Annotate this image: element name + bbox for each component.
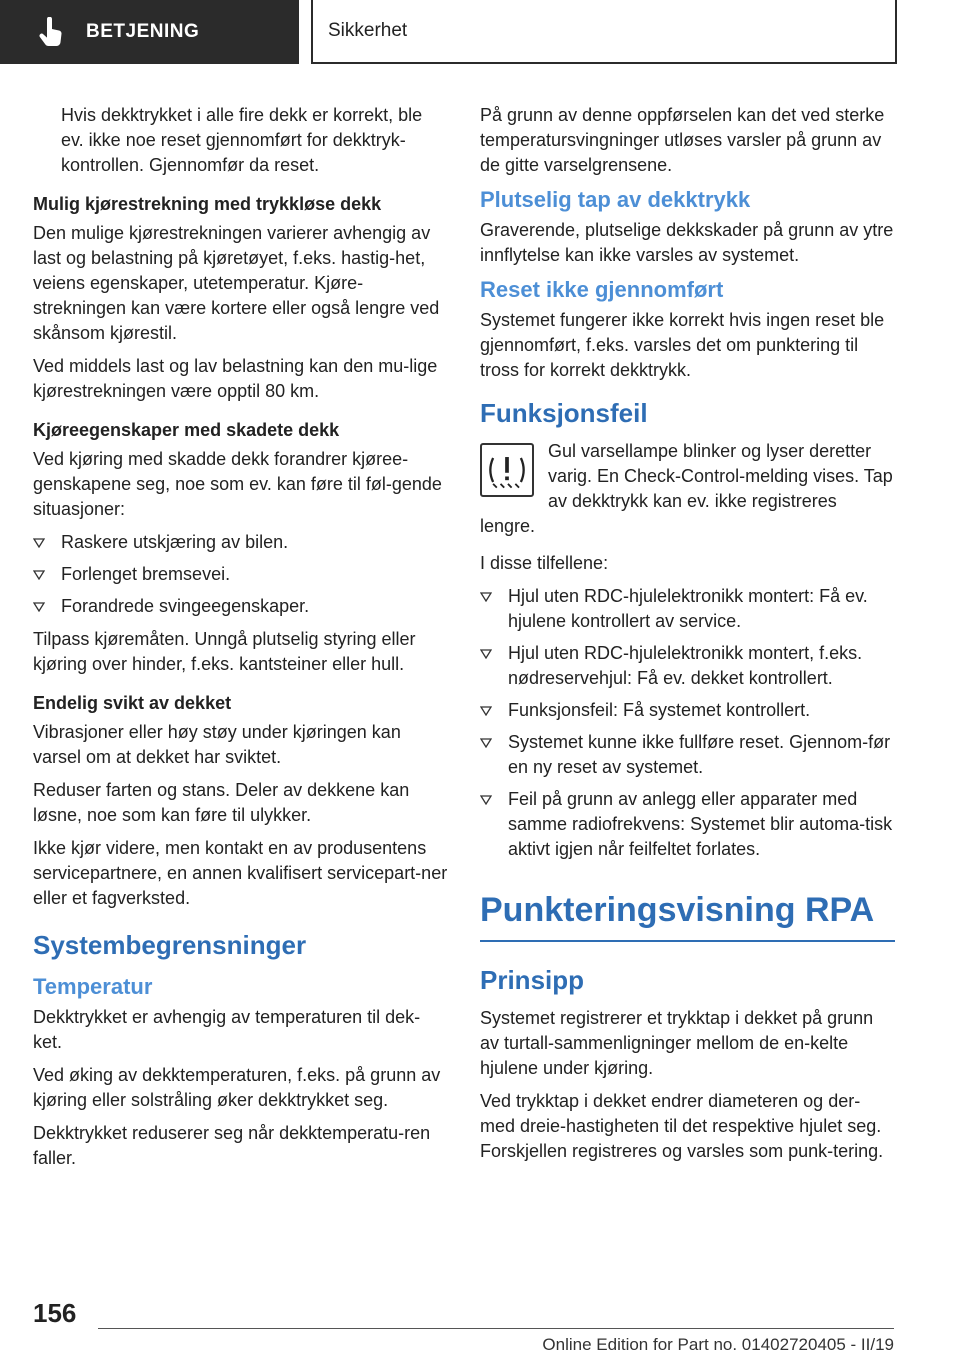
list-item-text: Forlenget bremsevei. [61, 564, 231, 584]
triangle-bullet-icon [480, 649, 492, 659]
paragraph: På grunn av denne oppførselen kan det ved sterke temperatursvingninger utløses varsler på grunn av de gitte varselgrensene. [480, 105, 885, 175]
list-item-text: Raskere utskjæring av bilen. [61, 532, 289, 552]
heading-temperature: Temperatur [33, 974, 153, 999]
chapter-title: Sikkerhet [328, 20, 408, 41]
paragraph: Vibrasjoner eller høy støy under kjøringen kan varsel om at dekket har sviktet. [33, 722, 401, 767]
section-tab-label: BETJENING [86, 21, 200, 42]
paragraph: Systemet registrerer et trykktap i dekket på grunn av turtall-sammenligninger mellom de en-kelte hjulene under kjøring. [480, 1008, 874, 1078]
bullet-list [480, 584, 895, 862]
heading-system-limits: Systembegrensninger [33, 930, 307, 960]
subheading-handling: Kjøreegenskaper med skadete dekk [33, 420, 340, 440]
heading-reset-not-done: Reset ikke gjennomført [480, 277, 724, 302]
list-item [480, 698, 895, 723]
heading-principle: Prinsipp [480, 965, 585, 995]
warning-text: Gul varsellampe blinker og lyser deretter varig. En Check-Control-melding vises. Tap av dekktrykk kan ev. ikke registreres lengre. [480, 441, 893, 536]
tire-pressure-warning-icon [480, 443, 534, 497]
intro-paragraph: Hvis dekktrykket i alle fire dekk er korrekt, ble ev. ikke noe reset gjennomført for dekktryk-kontrollen. Gjennomfør da reset. [61, 105, 423, 175]
paragraph: Ved middels last og lav belastning kan den mu-lige kjørestrekningen være opptil 80 km. [33, 356, 438, 401]
paragraph: Den mulige kjørestrekningen varierer avhengig av last og belastning på kjøretøyet, f.eks. hastig-het, veiens egenskaper, utetemperatur. Kjøre-strekningen kan være kortere eller også lengre ved skånsom kjørestil. [33, 223, 440, 343]
bullet-list [33, 530, 448, 619]
list-item-text: Forandrede svingeegenskaper. [61, 596, 310, 616]
subheading-range: Mulig kjørestrekning med trykkløse dekk [33, 194, 382, 214]
list-item [33, 562, 448, 587]
triangle-bullet-icon [480, 738, 492, 748]
right-column [480, 103, 895, 1172]
chapter-header [311, 0, 897, 64]
list-item [480, 787, 895, 862]
warning-block [480, 439, 895, 539]
hand-pointer-icon [38, 17, 64, 47]
paragraph: I disse tilfellene: [480, 553, 609, 573]
list-item [480, 641, 895, 691]
triangle-bullet-icon [480, 795, 492, 805]
edition-text: Online Edition for Part no. 01402720405 - II/19 [542, 1335, 894, 1354]
paragraph: Ikke kjør videre, men kontakt en av produsentens servicepartnere, en annen kvalifisert servicepart-ner eller et fagverksted. [33, 838, 448, 908]
list-item [480, 584, 895, 634]
list-item-text: Feil på grunn av anlegg eller apparater med samme radiofrekvens: Systemet blir automa-tisk aktivt igjen når feilfeltet forlates. [508, 789, 893, 859]
paragraph: Graverende, plutselige dekkskader på grunn av ytre innflytelse kan ikke varsles av systemet. [480, 220, 894, 265]
list-item [33, 530, 448, 555]
subheading-failure: Endelig svikt av dekket [33, 693, 232, 713]
list-item-text: Funksjonsfeil: Få systemet kontrollert. [508, 700, 811, 720]
triangle-bullet-icon [33, 538, 45, 548]
paragraph: Ved trykktap i dekket endrer diameteren og der-med dreie-hastigheten til det respektive hjulet seg. Forskjellen registreres og varsles som punk-tering. [480, 1091, 884, 1161]
section-tab [0, 0, 299, 64]
list-item [480, 730, 895, 780]
left-column [33, 103, 448, 1179]
triangle-bullet-icon [480, 706, 492, 716]
heading-puncture-display-rpa: Punkteringsvisning RPA [480, 888, 895, 942]
paragraph: Dekktrykket er avhengig av temperaturen til dek-ket. [33, 1007, 421, 1052]
triangle-bullet-icon [33, 570, 45, 580]
heading-malfunction: Funksjonsfeil [480, 398, 648, 428]
paragraph: Ved øking av dekktemperaturen, f.eks. på grunn av kjøring eller solstråling øker dekktrykket seg. [33, 1065, 441, 1110]
triangle-bullet-icon [480, 592, 492, 602]
paragraph: Tilpass kjøremåten. Unngå plutselig styring eller kjøring over hinder, f.eks. kantsteiner eller hull. [33, 629, 416, 674]
footer-divider [98, 1328, 894, 1329]
list-item-text: Hjul uten RDC-hjulelektronikk montert, f.eks. nødreservehjul: Få ev. dekket kontrollert. [508, 643, 863, 688]
triangle-bullet-icon [33, 602, 45, 612]
paragraph: Ved kjøring med skadde dekk forandrer kjøree-genskapene seg, noe som ev. kan føre til føl-gende situasjoner: [33, 449, 442, 519]
page-number: 156 [33, 1298, 77, 1328]
list-item-text: Hjul uten RDC-hjulelektronikk montert: Få ev. hjulene kontrollert av service. [508, 586, 868, 631]
list-item [33, 594, 448, 619]
list-item-text: Systemet kunne ikke fullføre reset. Gjennom-før en ny reset av systemet. [508, 732, 891, 777]
paragraph: Dekktrykket reduserer seg når dekktemperatu-ren faller. [33, 1123, 431, 1168]
paragraph: Systemet fungerer ikke korrekt hvis ingen reset ble gjennomført, f.eks. varsles det om punktering til tross for korrekt dekktrykk. [480, 310, 885, 380]
paragraph: Reduser farten og stans. Deler av dekkene kan løsne, noe som kan føre til ulykker. [33, 780, 410, 825]
heading-sudden-loss: Plutselig tap av dekktrykk [480, 187, 751, 212]
